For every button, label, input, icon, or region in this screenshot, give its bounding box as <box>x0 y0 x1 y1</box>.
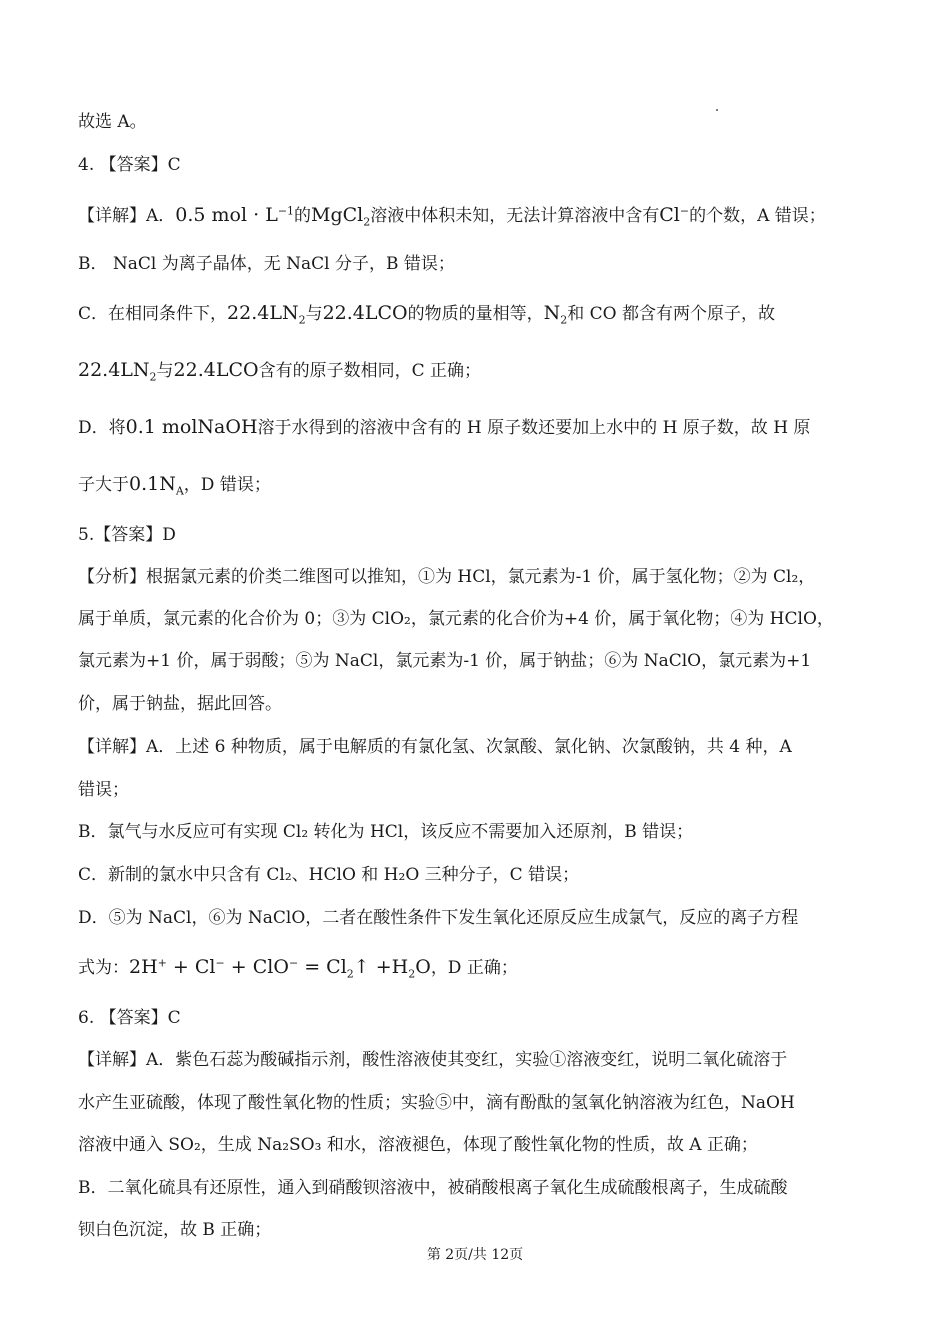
answer-6-heading: 6. 【答案】C <box>78 1008 181 1028</box>
text-line: C．在相同条件下，$22.4LN_2$与22.4LCO的物质的量相等，$N_2$和 CO 都含有两个原子，故 <box>78 302 775 327</box>
text-line: 氯元素为+1 价，属于弱酸；⑤为 NaCl，氯元素为-1 价，属于钠盐；⑥为 NaClO，氯元素为+1 <box>78 651 812 671</box>
ionic-equation-line: 式为：$2H^+ + Cl^- + ClO^- = Cl_2↑ +H_2O$，D 正确； <box>78 956 518 981</box>
text-line: 溶液中通入 SO₂，生成 Na₂SO₃ 和水，溶液褪色，体现了酸性氧化物的性质，故 A 正确； <box>78 1135 758 1155</box>
text-line: B．二氧化硫具有还原性，通入到硝酸钡溶液中，被硝酸根离子氧化生成硫酸根离子，生成硫酸 <box>78 1178 788 1198</box>
text-line: B． NaCl 为离子晶体，无 NaCl 分子，B 错误； <box>78 254 455 274</box>
text-line: 【详解】A．0.5 mol · $L^{-1}$的MgCl$_2$溶液中体积未知，无法计算溶液中含有Cl−的个数，A 错误； <box>78 204 826 229</box>
text-line: 价，属于钠盐，据此回答。 <box>78 694 282 714</box>
text-line: 【分析】根据氯元素的价类二维图可以推知，①为 HCl，氯元素为-1 价，属于氢化物；②为 Cl₂， <box>78 567 816 587</box>
answer-4-heading: 4. 【答案】C <box>78 155 181 175</box>
text-line: 水产生亚硫酸，体现了酸性氧化物的性质；实验⑤中，滴有酚酞的氢氧化钠溶液为红色，NaOH <box>78 1093 795 1113</box>
text-line: 故选 A。 <box>78 112 147 132</box>
text-line: B．氯气与水反应可有实现 Cl₂ 转化为 HCl，该反应不需要加入还原剂，B 错误； <box>78 822 694 842</box>
text-line: $22.4LN_2$与22.4LCO含有的原子数相同，C 正确； <box>78 359 482 384</box>
text-line: 【详解】A．上述 6 种物质，属于电解质的有氯化氢、次氯酸、氯化钠、次氯酸钠，共 4 种，A <box>78 737 792 757</box>
text-line: D．将0.1 molNaOH溶于水得到的溶液中含有的 H 原子数还要加上水中的 H 原子数，故 H 原 <box>78 416 811 438</box>
stray-dot <box>716 109 718 111</box>
text-line: 【详解】A．紫色石蕊为酸碱指示剂，酸性溶液使其变红，实验①溶液变红，说明二氧化硫溶于 <box>78 1050 788 1070</box>
text-line: 钡白色沉淀，故 B 正确； <box>78 1220 272 1240</box>
text-line: D．⑤为 NaCl，⑥为 NaClO，二者在酸性条件下发生氧化还原反应生成氯气，反应的离子方程 <box>78 908 799 928</box>
answer-5-heading: 5.【答案】D <box>78 525 176 545</box>
text-line: 属于单质，氯元素的化合价为 0；③为 ClO₂，氯元素的化合价为+4 价，属于氧化物；④为 HClO， <box>78 609 834 629</box>
page-footer: 第 2页/共 12页 <box>426 1247 524 1263</box>
text-line: 子大于$0.1N_A$，D 错误； <box>78 473 271 498</box>
text-line: C．新制的氯水中只含有 Cl₂、HClO 和 H₂O 三种分子，C 错误； <box>78 865 580 885</box>
text-line: 错误； <box>78 780 129 800</box>
